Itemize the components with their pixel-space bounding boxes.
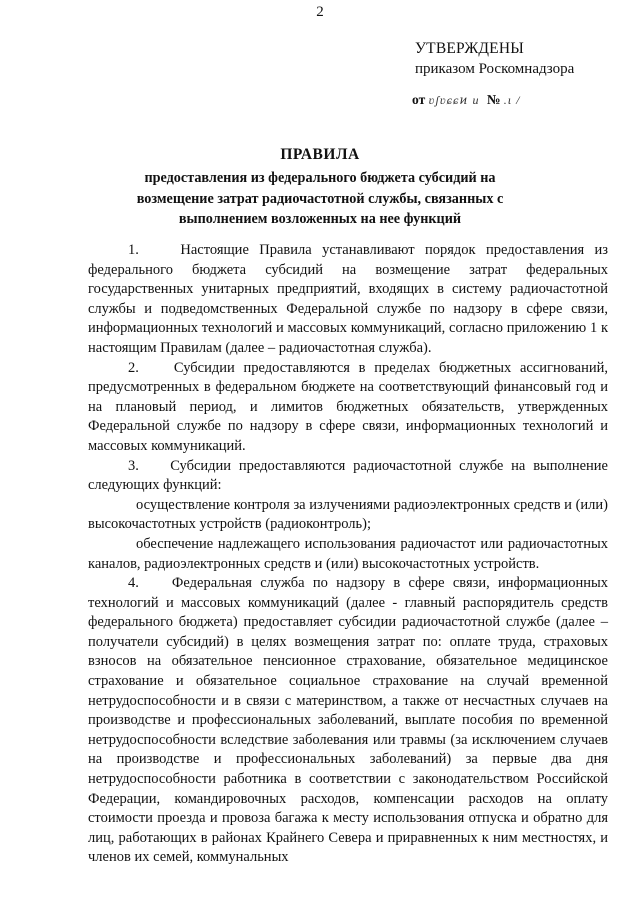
function-item-2: обеспечение надлежащего использования радиочастот или радиочастотных каналов, радиоэлектронных средств и (или) высокочастотных устройств. <box>88 535 608 572</box>
paragraph-4: 4. Федеральная служба по надзору в сфере связи, информационных технологий и массовых коммуникаций (далее - главный распорядитель средств федерального бюджета) предоставляет субсидии радиочастотной службе (далее – получатели субсидий) в целях возмещения затрат по: оплате труда, страховых взносов на обязательное пенсионное страхование, обязательное медицинское страхование и обязательное социальное страхование на случай временной нетрудоспособности и в связи с материнством, а также от несчастных случаев на производстве и профессиональных заболеваний, выплате пособия по временной нетрудоспособности вследствие заболевания или травмы (за исключением случаев на производстве и профессиональных заболеваний) за первые два дня нетрудоспособности работника в соответствии с законодательством Российской Федерации, командировочных расходов, компенсации расходов на оплату стоимости проезда и провоза багажа к месту использования отпуска и обратно для лиц, работающих в районах Крайнего Севера и приравненных к ним местностях, и членов их семей, коммунальных <box>88 575 608 866</box>
date-prefix: от <box>412 92 426 107</box>
paragraph-1: 1. Настоящие Правила устанавливают порядок предоставления из федерального бюджета субсидий на возмещение затрат федеральных государственных унитарных предприятий, входящих в систему радиочастотной службы и подведомственных Федеральной службе по надзору в сфере связи, информационных технологий и массовых коммуникаций, согласно приложению 1 к настоящим Правилам (далее – радиочастотная служба). <box>88 242 608 356</box>
approval-line: приказом Роскомнадзора <box>415 61 575 77</box>
paragraph-3: 3. Субсидии предоставляются радиочастотной службе на выполнение следующих функций: <box>88 457 608 494</box>
document-title: ПРАВИЛА <box>280 146 360 163</box>
document-body <box>88 241 608 868</box>
approval-block <box>415 38 630 80</box>
handwritten-number-icon: .ɩ / <box>503 93 521 107</box>
handwritten-scrawl-icon: ʋʃʋɕɕͷ и <box>428 93 484 107</box>
paragraph-2: 2. Субсидии предоставляются в пределах бюджетных ассигнований, предусмотренных в федеральном бюджете на соответствующий финансовый год и на плановый период, и лимитов бюджетных обязательств, утвержденных Федеральной службе по надзору в сфере связи, информационных технологий и массовых коммуникаций. <box>88 359 608 454</box>
document-subtitle: предоставления из федерального бюджета субсидий на возмещение затрат радиочастотной службы, связанных с выполнением возложенных на нее функций <box>136 170 504 227</box>
handwritten-date-line <box>412 92 520 108</box>
page-number: 2 <box>316 4 324 20</box>
number-label: № <box>486 92 501 107</box>
function-item-1: осуществление контроля за излучениями радиоэлектронных средств и (или) высокочастотных устройств (радиоконтроль); <box>88 496 608 533</box>
approval-heading: УТВЕРЖДЕНЫ <box>415 40 524 57</box>
